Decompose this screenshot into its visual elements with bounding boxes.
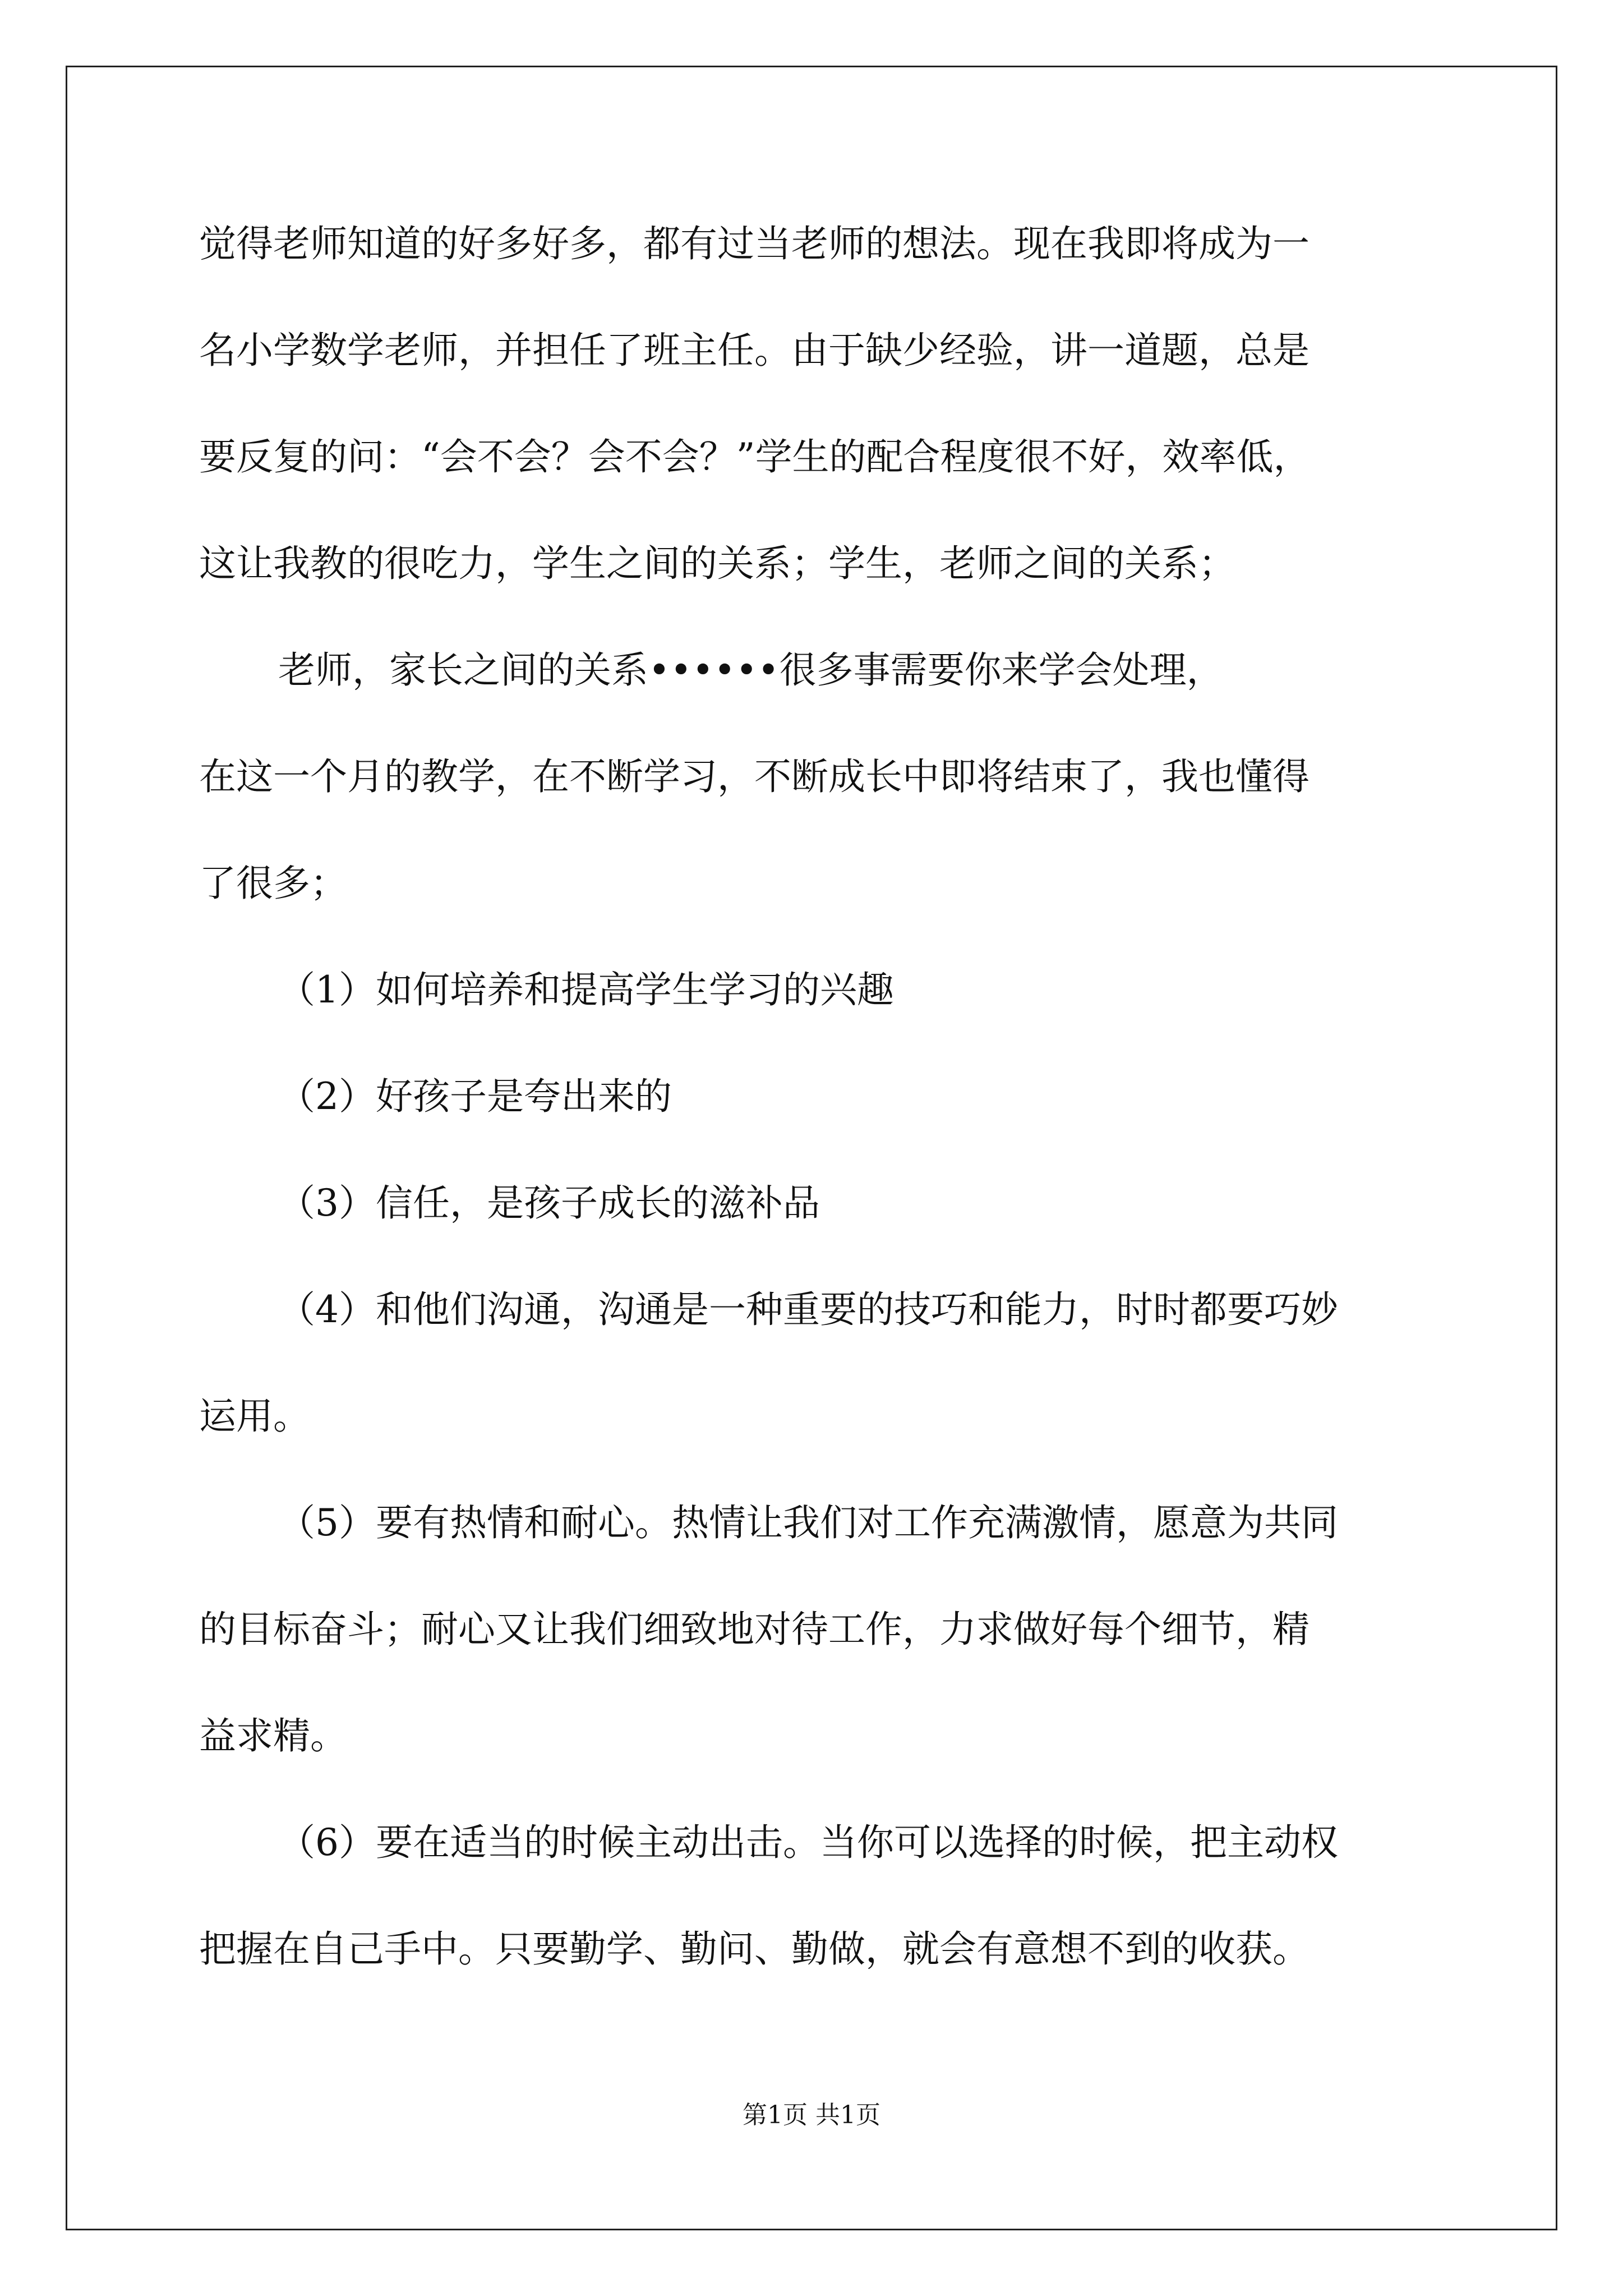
list-item-2: （2）好孩子是夸出来的 xyxy=(278,1075,672,1118)
text-line: 觉得老师知道的好多好多，都有过当老师的想法。现在我即将成为一 xyxy=(199,222,1310,265)
text-line: 的目标奋斗；耐心又让我们细致地对待工作，力求做好每个细节，精 xyxy=(199,1608,1310,1651)
text-line: 要反复的问：“会不会？会不会？”学生的配合程度很不好，效率低， xyxy=(199,435,1311,478)
text-line: 了很多； xyxy=(199,862,347,905)
text-line: 益求精。 xyxy=(199,1714,347,1757)
list-item-6: （6）要在适当的时候主动出击。当你可以选择的时候，把主动权 xyxy=(278,1821,1338,1864)
page-border xyxy=(66,66,1557,2230)
text-line: 老师，家长之间的关系••••••很多事需要你来学会处理， xyxy=(278,648,1224,692)
list-item-1: （1）如何培养和提高学生学习的兴趣 xyxy=(278,968,894,1011)
list-item-5: （5）要有热情和耐心。热情让我们对工作充满激情，愿意为共同 xyxy=(278,1501,1338,1544)
text-line: 在这一个月的教学，在不断学习，不断成长中即将结束了，我也懂得 xyxy=(199,755,1310,798)
list-item-3: （3）信任，是孩子成长的滋补品 xyxy=(278,1181,820,1225)
text-line: 名小学数学老师，并担任了班主任。由于缺少经验，讲一道题，总是 xyxy=(199,329,1310,372)
text-line: 把握在自己手中。只要勤学、勤问、勤做，就会有意想不到的收获。 xyxy=(199,1927,1310,1971)
text-line: 运用。 xyxy=(199,1395,310,1438)
list-item-4: （4）和他们沟通，沟通是一种重要的技巧和能力，时时都要巧妙 xyxy=(278,1288,1338,1331)
text-line: 这让我教的很吃力，学生之间的关系；学生，老师之间的关系； xyxy=(199,542,1235,585)
page-footer: 第1页 共1页 xyxy=(743,2101,880,2129)
